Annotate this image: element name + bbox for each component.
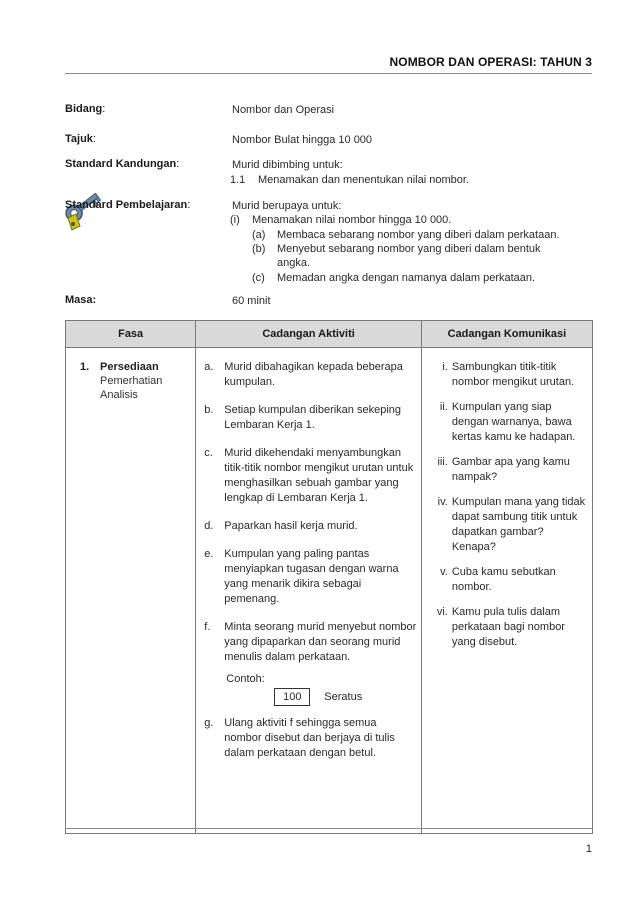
example-number-box: 100 bbox=[274, 688, 310, 706]
page-number: 1 bbox=[585, 843, 592, 855]
fasa-sub-analisis: Analisis bbox=[100, 389, 138, 401]
sp-item-c-text: Memadan angka dengan namanya dalam perkataan. bbox=[277, 272, 536, 284]
masa-value: 60 minit bbox=[232, 295, 271, 307]
sp-item-i-text: Menamakan nilai nombor hingga 10 000. bbox=[252, 214, 452, 226]
activity-item-e: e. Kumpulan yang paling pantas menyiapkan tugasan dengan warna yang menarik dikira sebagai pemenang. bbox=[204, 548, 399, 605]
example-word: Seratus bbox=[324, 690, 363, 703]
sp-item-i-num: (i) bbox=[230, 214, 240, 226]
tajuk-value: Nombor Bulat hingga 10 000 bbox=[232, 134, 373, 146]
example-label: Contoh: bbox=[226, 673, 265, 685]
bidang-value: Nombor dan Operasi bbox=[232, 104, 335, 116]
tajuk-label: Tajuk: bbox=[65, 133, 96, 145]
header-cadangan-komunikasi: Cadangan Komunikasi bbox=[421, 321, 592, 348]
sp-item-b-text-line2: angka. bbox=[277, 257, 311, 269]
activity-item-a: a. Murid dibahagikan kepada beberapa kumpulan. bbox=[204, 361, 403, 388]
fasa-title: Persediaan bbox=[100, 361, 159, 373]
activity-item-f: f. Minta seorang murid menyebut nombor yang dipaparkan dan seorang murid menulis dalam perkataan. bbox=[204, 621, 417, 663]
header-divider bbox=[65, 73, 592, 74]
footer-divider bbox=[65, 828, 592, 829]
sp-item-c-num: (c) bbox=[252, 272, 265, 284]
communication-item-vi: vi. Kamu pula tulis dalam perkataan bagi nombor yang disebut. bbox=[436, 606, 565, 648]
sp-item-a-text: Membaca sebarang nombor yang diberi dalam perkataan. bbox=[277, 229, 560, 241]
communication-item-iii: iii. Gambar apa yang kamu nampak? bbox=[437, 456, 570, 483]
sp-item-b-num: (b) bbox=[252, 243, 266, 255]
communication-item-iv: iv. Kumpulan mana yang tidak dapat sambung titik untuk dapatkan gambar? Kenapa? bbox=[437, 496, 586, 553]
header-cadangan-aktiviti: Cadangan Aktiviti bbox=[196, 321, 422, 348]
header-title: NOMBOR DAN OPERASI: TAHUN 3 bbox=[389, 55, 592, 69]
standard-kandungan-value: Murid dibimbing untuk: bbox=[232, 159, 343, 171]
standard-pembelajaran-label: Standard Pembelajaran: bbox=[65, 199, 191, 211]
communication-item-ii: ii. Kumpulan yang siap dengan warnanya, bawa kertas kamu ke hadapan. bbox=[439, 401, 576, 443]
header-fasa: Fasa bbox=[66, 321, 196, 348]
example-block bbox=[226, 672, 417, 706]
aktiviti-cell bbox=[196, 348, 422, 834]
communication-item-i: i. Sambungkan titik-titik nombor mengikut urutan. bbox=[442, 361, 575, 388]
activity-item-g: g. Ulang aktiviti f sehingga semua nombor disebut dan berjaya di tulis dalam perkataan dengan betul. bbox=[204, 717, 395, 759]
lesson-plan-table bbox=[65, 320, 593, 834]
sp-item-a-num: (a) bbox=[252, 229, 266, 241]
bidang-label: Bidang: bbox=[65, 103, 106, 115]
standard-pembelajaran-value: Murid berupaya untuk: bbox=[232, 200, 342, 212]
communication-item-v: v. Cuba kamu sebutkan nombor. bbox=[440, 566, 556, 593]
komunikasi-cell bbox=[421, 348, 592, 834]
activity-item-b: b. Setiap kumpulan diberikan sekeping Lembaran Kerja 1. bbox=[204, 404, 402, 431]
masa-label: Masa: bbox=[65, 294, 97, 306]
standard-kandungan-item-num: 1.1 bbox=[230, 174, 246, 186]
fasa-sub-pemerhatian: Pemerhatian bbox=[100, 375, 163, 387]
fasa-cell bbox=[66, 348, 196, 834]
fasa-number: 1. bbox=[80, 361, 90, 373]
activity-item-d: d. Paparkan hasil kerja murid. bbox=[204, 520, 358, 532]
activity-item-c: c. Murid dikehendaki menyambungkan titik-titik nombor mengikut urutan untuk menghasilkan sebuah gambar yang lengkap di Lembaran Kerja 1. bbox=[204, 447, 414, 504]
table-row bbox=[66, 348, 593, 834]
sp-item-b-text-line1: Menyebut sebarang nombor yang diberi dalam bentuk bbox=[277, 243, 541, 255]
standard-kandungan-item-text: Menamakan dan menentukan nilai nombor. bbox=[258, 174, 469, 186]
standard-kandungan-label: Standard Kandungan: bbox=[65, 158, 180, 170]
table-header-row bbox=[66, 321, 593, 348]
